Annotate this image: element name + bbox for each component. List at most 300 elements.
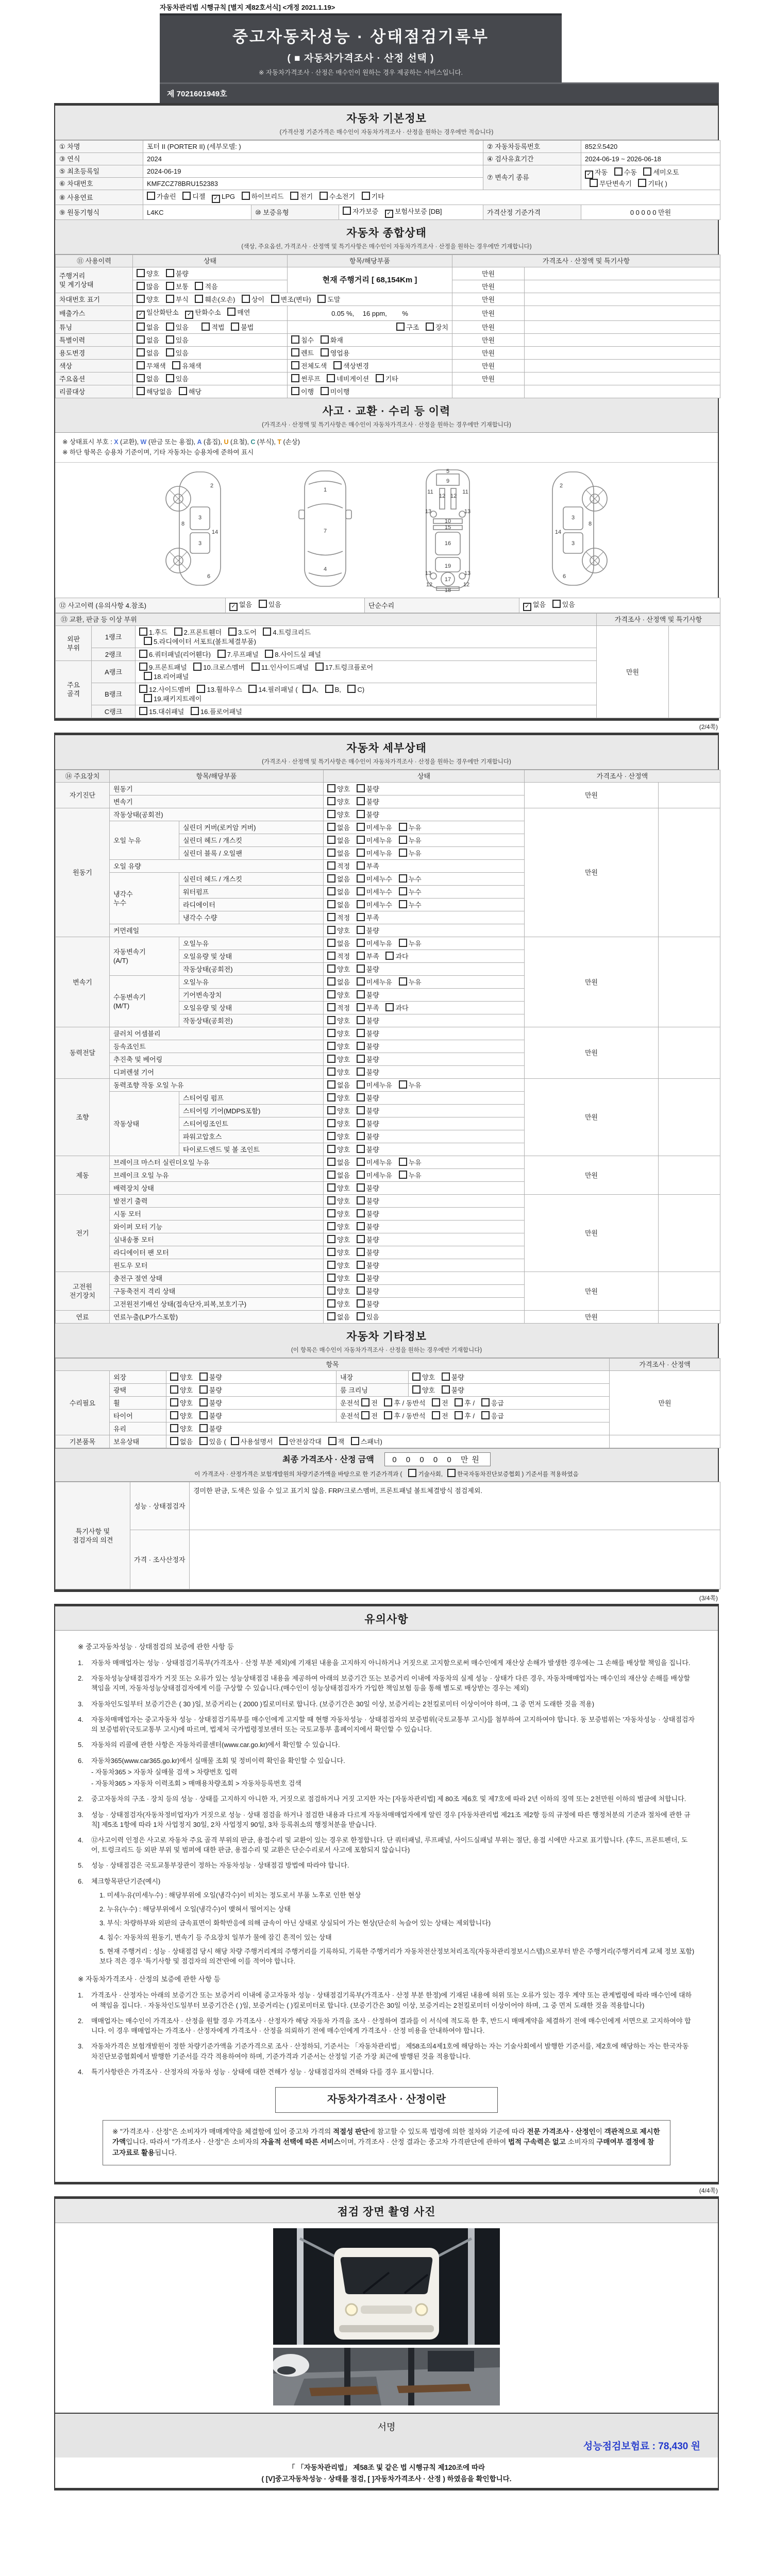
checkbox[interactable]: [432, 1411, 440, 1419]
checkbox-checked[interactable]: ✓: [585, 171, 593, 179]
detail-state-table: [55, 770, 720, 1324]
checkbox[interactable]: [172, 361, 180, 369]
checkbox[interactable]: [315, 663, 324, 671]
cell: 없음 있음 ( 사용설명서 안전삼각대 잭 스패너): [166, 1435, 610, 1448]
checkbox[interactable]: [376, 374, 384, 382]
checkbox[interactable]: [325, 685, 333, 693]
checkbox[interactable]: [327, 1209, 335, 1217]
svg-text:19: 19: [444, 563, 451, 569]
checkbox[interactable]: [137, 387, 145, 395]
cell: 운전석 전 후 / 동반석 전 후 / 응급: [337, 1410, 610, 1422]
checkbox[interactable]: [327, 900, 335, 908]
checkbox[interactable]: [327, 1029, 335, 1037]
cell: 양호 불량: [166, 1397, 337, 1410]
checkbox[interactable]: [228, 628, 237, 636]
cell: ② 자동차등록번호: [483, 141, 581, 153]
checkbox[interactable]: [191, 707, 199, 715]
checkbox-checked[interactable]: ✓: [212, 195, 220, 203]
checkbox[interactable]: [357, 1299, 365, 1308]
checkbox[interactable]: [327, 1067, 335, 1076]
checkbox[interactable]: [327, 913, 335, 921]
table-row: [56, 293, 720, 306]
checkbox[interactable]: [357, 1235, 365, 1243]
checkbox[interactable]: [357, 1158, 365, 1166]
checkbox[interactable]: [408, 1469, 416, 1477]
checkbox[interactable]: [362, 192, 370, 200]
checkbox[interactable]: [357, 1209, 365, 1217]
checkbox[interactable]: [614, 167, 623, 176]
checkbox[interactable]: [327, 990, 335, 998]
cell: 동력조향 작동 오일 누유: [110, 1079, 324, 1092]
cell: 오일누유: [179, 937, 324, 950]
checkbox[interactable]: [327, 926, 335, 934]
checkbox-checked[interactable]: ✓: [137, 311, 145, 319]
checkbox[interactable]: [357, 913, 365, 921]
checkbox[interactable]: [351, 1437, 359, 1445]
checkbox[interactable]: [399, 1080, 407, 1089]
car-side-left-diagram: [161, 467, 244, 596]
checkbox[interactable]: [347, 685, 356, 693]
svg-text:17: 17: [444, 577, 451, 583]
notice-subitem: 3. 부식: 차량하부와 외판의 금속표면이 화학반응에 의해 금속이 아닌 상태로 상실되어 가는 현상(단순히 녹슬어 있는 상태는 제외합니다): [99, 1919, 491, 1927]
table-row: [56, 153, 720, 165]
cell: 없음 있음 적법 불법: [133, 321, 288, 334]
cell: 광택: [110, 1384, 166, 1397]
column-header: 가격조사 · 산정액: [610, 1359, 720, 1371]
checkbox[interactable]: [399, 849, 407, 857]
checkbox[interactable]: [327, 1080, 335, 1089]
checkbox[interactable]: [291, 335, 299, 344]
checkbox[interactable]: [357, 1171, 365, 1179]
notice-subitem: - 자동차365 > 자동차 실매물 검색 > 차량번호 입력: [91, 1768, 238, 1776]
cell: 없음 있음: [133, 334, 288, 347]
cell: 변속기: [110, 795, 324, 808]
cell: 변속기: [56, 937, 110, 1027]
checkbox[interactable]: [327, 1299, 335, 1308]
checkbox[interactable]: [357, 952, 365, 960]
checkbox[interactable]: [357, 990, 365, 998]
checkbox[interactable]: [327, 1274, 335, 1282]
checkbox[interactable]: [137, 269, 145, 277]
checkbox[interactable]: [199, 1437, 208, 1445]
cell: 충전구 절연 상태: [110, 1272, 324, 1285]
checkbox[interactable]: [327, 1158, 335, 1166]
notice-number: 6.: [78, 1756, 83, 1765]
checkbox[interactable]: [357, 964, 365, 973]
cell: 양호 불량: [324, 783, 525, 795]
checkbox[interactable]: [199, 1398, 208, 1406]
notice-head-2: ※ 자동차가격조사 · 산정의 보증에 관한 사항 등: [78, 1975, 221, 1984]
checkbox[interactable]: [321, 387, 329, 395]
checkbox[interactable]: [481, 1411, 490, 1419]
cell: 양호 부식 훼손(오손) 상이 변조(변타) 도말: [133, 293, 452, 306]
checkbox[interactable]: [327, 874, 335, 883]
checkbox[interactable]: [166, 323, 174, 331]
checkbox[interactable]: [357, 1261, 365, 1269]
checkbox[interactable]: [182, 192, 191, 200]
checkbox[interactable]: [357, 1286, 365, 1295]
cell: 양호 불량: [409, 1384, 610, 1397]
checkbox[interactable]: [327, 1042, 335, 1050]
checkbox[interactable]: [139, 707, 147, 715]
checkbox[interactable]: [327, 861, 335, 870]
cell: 없음 미세누유 누유: [324, 1156, 525, 1169]
checkbox[interactable]: [217, 650, 226, 658]
cell: C랭크: [92, 705, 136, 718]
checkbox[interactable]: [144, 694, 152, 702]
cell: 와이퍼 모터 기능: [110, 1221, 324, 1233]
checkbox[interactable]: [327, 1222, 335, 1230]
signature-label: 서명: [377, 2422, 396, 2433]
table-row: [56, 1482, 720, 1530]
checkbox[interactable]: [357, 1145, 365, 1153]
checkbox[interactable]: [396, 323, 405, 331]
checkbox[interactable]: [361, 1411, 369, 1419]
cell: 배출가스: [56, 306, 133, 321]
checkbox[interactable]: [199, 1424, 208, 1432]
checkbox[interactable]: [552, 600, 561, 608]
cell: 양호 불량: [324, 1259, 525, 1272]
final-price-band: [55, 1448, 718, 1482]
checkbox[interactable]: [144, 637, 152, 645]
checkbox[interactable]: [327, 1312, 335, 1320]
checkbox[interactable]: [193, 663, 201, 671]
checkbox[interactable]: [259, 600, 267, 608]
checkbox[interactable]: [317, 295, 326, 303]
checkbox[interactable]: [357, 861, 365, 870]
cell: 디퍼렌셜 기어: [110, 1066, 324, 1079]
inspection-photo-underbody: [273, 2348, 500, 2405]
checkbox[interactable]: [399, 874, 407, 883]
checkbox[interactable]: [321, 348, 329, 357]
checkbox[interactable]: [199, 1385, 208, 1394]
checkbox[interactable]: [137, 348, 145, 357]
checkbox[interactable]: [231, 323, 239, 331]
checkbox[interactable]: [137, 361, 145, 369]
checkbox[interactable]: [291, 387, 299, 395]
checkbox[interactable]: [638, 179, 646, 187]
etc-info-table: [55, 1358, 720, 1448]
cell: 없음 미세누유 누유: [324, 976, 525, 989]
table-row: [56, 1371, 720, 1384]
checkbox[interactable]: [357, 784, 365, 792]
checkbox[interactable]: [170, 1398, 178, 1406]
state-code: X (교환): [114, 438, 137, 446]
checkbox[interactable]: [385, 952, 394, 960]
checkbox[interactable]: [327, 1093, 335, 1101]
cell: 1.후드 2.프론트휀더 3.도어 4.트렁크리드 5.라디에이터 서포트(볼트체결부품): [136, 626, 597, 648]
checkbox[interactable]: [327, 1286, 335, 1295]
checkbox[interactable]: [357, 1132, 365, 1140]
checkbox[interactable]: [279, 1437, 288, 1445]
checkbox[interactable]: [291, 361, 299, 369]
checkbox[interactable]: [290, 192, 298, 200]
checkbox[interactable]: [357, 1222, 365, 1230]
checkbox[interactable]: [357, 1196, 365, 1205]
checkbox[interactable]: [442, 1372, 450, 1381]
checkbox[interactable]: [590, 179, 598, 187]
checkbox[interactable]: [384, 1398, 392, 1406]
checkbox[interactable]: [137, 295, 145, 303]
checkbox[interactable]: [357, 1093, 365, 1101]
checkbox[interactable]: [357, 849, 365, 857]
checkbox[interactable]: [137, 374, 145, 382]
checkbox[interactable]: [291, 348, 299, 357]
checkbox[interactable]: [170, 1411, 178, 1419]
cell: 만원: [525, 1311, 659, 1324]
checkbox[interactable]: [357, 874, 365, 883]
checkbox[interactable]: [327, 1132, 335, 1140]
checkbox[interactable]: [320, 192, 328, 200]
checkbox-checked[interactable]: ✓: [385, 210, 393, 218]
checkbox[interactable]: [357, 1029, 365, 1037]
checkbox[interactable]: [328, 1437, 337, 1445]
checkbox[interactable]: [357, 926, 365, 934]
checkbox[interactable]: [357, 836, 365, 844]
checkbox[interactable]: [137, 323, 145, 331]
checkbox[interactable]: [197, 685, 205, 693]
checkbox[interactable]: [170, 1372, 178, 1381]
checkbox[interactable]: [481, 1398, 490, 1406]
checkbox[interactable]: [166, 295, 174, 303]
checkbox[interactable]: [327, 1119, 335, 1127]
checkbox[interactable]: [166, 335, 174, 344]
checkbox[interactable]: [291, 374, 299, 382]
checkbox[interactable]: [357, 1312, 365, 1320]
checkbox[interactable]: [139, 628, 147, 636]
checkbox[interactable]: [242, 295, 250, 303]
checkbox[interactable]: [426, 323, 434, 331]
checkbox[interactable]: [265, 650, 273, 658]
checkbox[interactable]: [327, 849, 335, 857]
checkbox[interactable]: [321, 335, 329, 344]
checkbox[interactable]: [271, 295, 279, 303]
checkbox[interactable]: [327, 810, 335, 818]
checkbox[interactable]: [442, 1385, 450, 1394]
checkbox[interactable]: [357, 810, 365, 818]
checkbox[interactable]: [357, 900, 365, 908]
checkbox[interactable]: [399, 836, 407, 844]
checkbox[interactable]: [385, 1003, 394, 1011]
checkbox[interactable]: [399, 887, 407, 895]
cell: [525, 347, 720, 360]
cell: 썬루프 네비게이션 기타: [288, 372, 452, 385]
checkbox[interactable]: [195, 295, 203, 303]
checkbox[interactable]: [303, 685, 311, 693]
checkbox[interactable]: [137, 282, 145, 290]
cell: 차대번호 표기: [56, 293, 133, 306]
checkbox[interactable]: [447, 1469, 456, 1477]
cell: 가솔린 디젤 ✓ LPG 하이브리드 전기 수소전기 기타: [143, 190, 720, 205]
checkbox[interactable]: [251, 663, 260, 671]
column-header: 가격조사 · 산정액: [525, 770, 720, 783]
cell: 냉각수 수량: [179, 911, 324, 924]
checkbox[interactable]: [166, 282, 174, 290]
accident-history-table: [55, 598, 720, 613]
checkbox-checked[interactable]: ✓: [523, 603, 531, 611]
checkbox[interactable]: [174, 628, 182, 636]
notice-item: 3. 자동차인도일부터 보증기간은 ( 30 )일, 보증거리는 ( 2000 )킬로미터로 합니다. (보증기간은 30일 이상, 보증거리는 2천킬로미터 이상이어야 하며, 그 중 먼저 도래한 것을 적용): [78, 1699, 695, 1709]
checkbox[interactable]: [139, 685, 147, 693]
checkbox[interactable]: [231, 1437, 239, 1445]
section-etc-subtitle: (이 항목은 매수인이 자동차가격조사 · 산정을 원하는 경우에만 기재합니다): [291, 1347, 482, 1353]
checkbox[interactable]: [170, 1385, 178, 1394]
checkbox[interactable]: [327, 1003, 335, 1011]
checkbox[interactable]: [327, 1261, 335, 1269]
checkbox[interactable]: [170, 1424, 178, 1432]
checkbox[interactable]: [327, 977, 335, 986]
checkbox[interactable]: [166, 269, 174, 277]
cell: [610, 1435, 720, 1448]
checkbox[interactable]: [357, 1274, 365, 1282]
checkbox[interactable]: [327, 1055, 335, 1063]
checkbox[interactable]: [327, 797, 335, 805]
table-row: [56, 1311, 720, 1324]
checkbox[interactable]: [357, 1003, 365, 1011]
cell: 만원: [452, 280, 525, 293]
checkbox[interactable]: [361, 1398, 369, 1406]
checkbox[interactable]: [248, 685, 257, 693]
cell: 양호 불량: [324, 1246, 525, 1259]
checkbox[interactable]: [327, 1171, 335, 1179]
checkbox[interactable]: [333, 361, 342, 369]
cell: 0.05 %, 16 ppm, %: [288, 306, 452, 321]
checkbox[interactable]: [643, 167, 651, 176]
checkbox[interactable]: [144, 672, 152, 680]
checkbox[interactable]: [357, 939, 365, 947]
cell: 작동상태(공회전): [110, 808, 324, 821]
checkbox[interactable]: [227, 308, 236, 316]
cell: 제동: [56, 1156, 110, 1195]
checkbox[interactable]: [399, 1171, 407, 1179]
final-price-label: 최종 가격조사 · 산정 금액: [282, 1455, 374, 1464]
checkbox[interactable]: [357, 797, 365, 805]
checkbox[interactable]: [327, 952, 335, 960]
cell: 외판 부위: [56, 626, 92, 661]
checkbox[interactable]: [412, 1385, 421, 1394]
checkbox[interactable]: [242, 192, 250, 200]
checkbox[interactable]: [399, 900, 407, 908]
checkbox[interactable]: [399, 823, 407, 831]
checkbox[interactable]: [357, 1106, 365, 1114]
checkbox[interactable]: [327, 1235, 335, 1243]
checkbox[interactable]: [327, 784, 335, 792]
checkbox[interactable]: [399, 939, 407, 947]
cell: 0 0 0 0 0 만원: [581, 205, 720, 220]
checkbox[interactable]: [343, 207, 351, 215]
checkbox[interactable]: [357, 1016, 365, 1024]
checkbox[interactable]: [327, 964, 335, 973]
checkbox[interactable]: [263, 628, 271, 636]
checkbox[interactable]: [327, 887, 335, 895]
cell: 튜닝: [56, 321, 133, 334]
checkbox[interactable]: [384, 1411, 392, 1419]
checkbox[interactable]: [327, 939, 335, 947]
checkbox[interactable]: [327, 1145, 335, 1153]
checkbox[interactable]: [357, 1080, 365, 1089]
checkbox[interactable]: [357, 823, 365, 831]
notice-head-1: ※ 중고자동차성능 · 상태점검의 보증에 관한 사항 등: [78, 1643, 234, 1651]
cell: 연료누출(LP가스포함): [110, 1311, 324, 1324]
checkbox[interactable]: [327, 823, 335, 831]
checkbox[interactable]: [195, 282, 203, 290]
checkbox[interactable]: [357, 977, 365, 986]
column-header: 항목: [56, 1359, 610, 1371]
checkbox[interactable]: [357, 1119, 365, 1127]
state-code: T (손상): [277, 438, 300, 446]
checkbox[interactable]: [357, 1055, 365, 1063]
notice-number: 2.: [78, 2016, 83, 2025]
cell: 적정 부족: [324, 860, 525, 873]
checkbox[interactable]: [357, 887, 365, 895]
checkbox[interactable]: [170, 1437, 178, 1445]
cell: 만원: [452, 334, 525, 347]
checkbox[interactable]: [357, 1067, 365, 1076]
checkbox[interactable]: [327, 1248, 335, 1256]
table-row: [56, 626, 720, 648]
cell: ✓ 없음 있음: [519, 598, 720, 613]
column-header: ⑪ 사용이력: [56, 255, 133, 267]
checkbox[interactable]: [199, 1372, 208, 1381]
checkbox[interactable]: [139, 650, 147, 658]
svg-text:13: 13: [425, 570, 432, 577]
cell: 2랭크: [92, 648, 136, 661]
checkbox[interactable]: [432, 1398, 440, 1406]
cell: 양호 불량: [324, 1066, 525, 1079]
checkbox[interactable]: [412, 1372, 421, 1381]
checkbox[interactable]: [327, 1016, 335, 1024]
notice-item: 1. 가격조사 · 산정자는 아래의 보증기간 또는 보증거리 이내에 중고자동차 성능 · 상태점검기록부(가격조사 · 산정 부분 한정)에 기재된 내용에 허위 또는 오류가 있는 경우 계약 또는 관계법령에 따라 매수인에 대하여 책임을 집니다. · 자동차인도일부터 보증기간은 ( )일, 보증거리는 ( )킬로미터로 합니다. (보증기간은 30일 이상, 보증거리는 2천킬로미터 이상이어야 하며, 그 중 먼저 도래한 것을 적용합니다): [78, 1990, 695, 2010]
cell: 작동상태: [110, 1092, 179, 1156]
cell: 만원: [452, 347, 525, 360]
checkbox[interactable]: [147, 192, 155, 200]
cell: 스티어링조인트: [179, 1117, 324, 1130]
checkbox[interactable]: [179, 387, 187, 395]
checkbox[interactable]: [137, 335, 145, 344]
checkbox-checked[interactable]: ✓: [185, 311, 193, 319]
checkbox[interactable]: [166, 348, 174, 357]
column-header: 상태: [133, 255, 288, 267]
notice-item: 4. 자동차매매업자는 중고자동차 성능 · 상태점검기록부를 매수인에게 고지할 때 현행 자동차성능 · 상태점검자의 보증범위(국토교통부 고시)를 첨부하여 고지하여야 합니다. 동 보증범위는 '자동차성능 · 상태점검자의 보증범위'(국토교통부 고시)에 따르며, 법제처 국가법령정보센터 또는 국토교통부 홈페이지에서 확인할 수 있습니다.: [78, 1715, 695, 1734]
checkbox[interactable]: [327, 1196, 335, 1205]
checkbox[interactable]: [357, 1042, 365, 1050]
cell: 양호 불량: [324, 963, 525, 976]
checkbox[interactable]: [201, 323, 210, 331]
checkbox[interactable]: [327, 1106, 335, 1114]
cell: [659, 937, 720, 1027]
notice-item: 2. 자동차성능상태점검자가 거짓 또는 오류가 있는 성능상태점검 내용을 제공하여 아래의 보증기간 또는 보증거리 이내에 자동차의 실제 성능 · 상태가 다른 경우, 자동차매매업자는 매수인의 재산상 손해를 배상할 책임을 지며, 자동차성능상태점검자에게 이를 구상할 수 있습니다.(매수인이 성능상태점검자가 가입한 책임보험 등을 통해 별도로 배상받는 경우는 제외): [78, 1673, 695, 1693]
checkbox[interactable]: [357, 1183, 365, 1192]
page-marker-2: (2/4쪽): [699, 723, 718, 731]
checkbox[interactable]: [455, 1411, 463, 1419]
checkbox[interactable]: [166, 374, 174, 382]
checkbox[interactable]: [327, 1183, 335, 1192]
form-reference-note: 자동차관리법 시행규칙 [별지 제82호서식] <개정 2021.1.19>: [160, 4, 335, 11]
cell: 가격 · 조사산정자: [130, 1530, 190, 1589]
checkbox-checked[interactable]: ✓: [229, 603, 238, 611]
table-row: [56, 360, 720, 372]
checkbox[interactable]: [199, 1411, 208, 1419]
checkbox[interactable]: [399, 977, 407, 986]
checkbox[interactable]: [327, 836, 335, 844]
checkbox[interactable]: [455, 1398, 463, 1406]
cell: 12.사이드멤버 13.휠하우스 14.필러패널 ( A, B, C) 19.패키지트레이: [136, 683, 597, 705]
checkbox[interactable]: [399, 1158, 407, 1166]
checkbox[interactable]: [139, 663, 147, 671]
table-row: [56, 372, 720, 385]
checkbox[interactable]: [327, 374, 335, 382]
checkbox[interactable]: [357, 1248, 365, 1256]
